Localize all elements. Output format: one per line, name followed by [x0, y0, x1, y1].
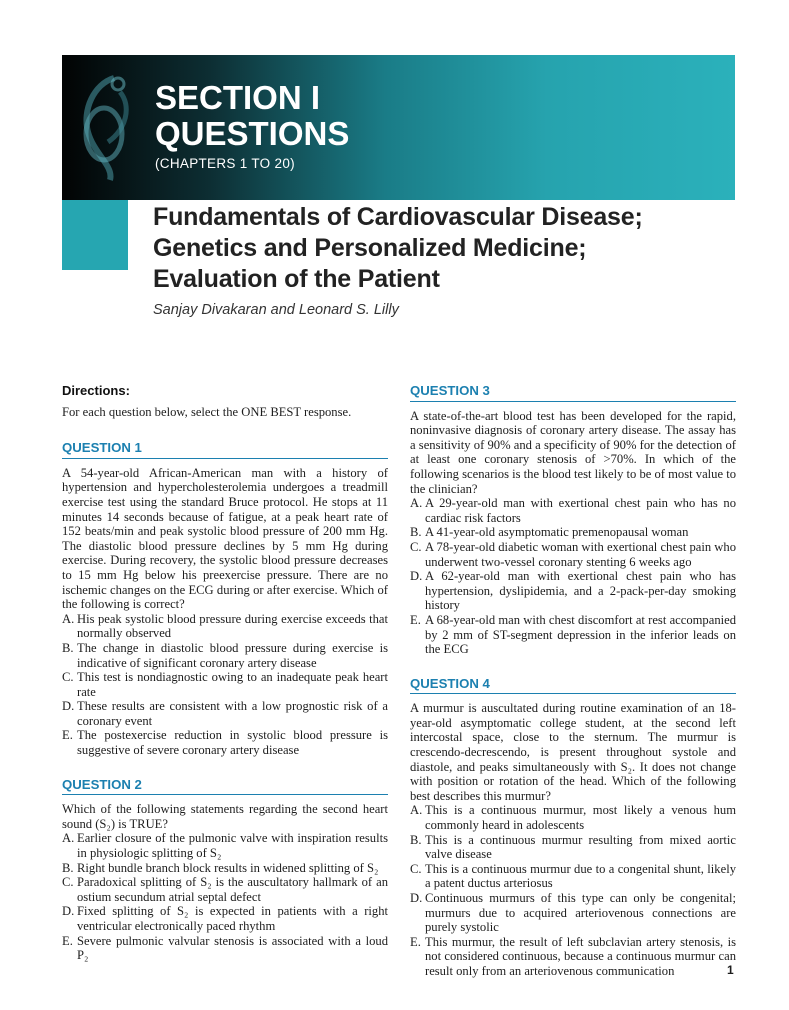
chapter-title-line-3: Evaluation of the Patient	[153, 265, 440, 293]
option-text: Earlier closure of the pulmonic valve with inspiration results in physiologic splitting of S₂	[77, 831, 388, 861]
section-line-1: SECTION I	[155, 79, 321, 116]
question-block-2	[62, 778, 388, 963]
option-letter: C.	[410, 861, 422, 876]
option-letter: D.	[410, 569, 423, 584]
answer-option	[410, 569, 736, 613]
option-letter: C.	[62, 670, 74, 685]
option-letter: E.	[410, 934, 421, 949]
option-text: A 68-year-old man with chest discomfort at rest accompanied by 2 mm of ST-segment depression in the inferior leads on the ECG	[425, 612, 736, 657]
answer-option	[410, 525, 736, 540]
option-text: The change in diastolic blood pressure during exercise is indicative of significant coronary artery disease	[77, 640, 388, 670]
option-letter: B.	[410, 832, 422, 847]
option-letter: C.	[410, 539, 422, 554]
option-text: Severe pulmonic valvular stenosis is associated with a loud P₂	[77, 933, 388, 963]
option-letter: B.	[62, 860, 74, 875]
option-letter: D.	[62, 699, 75, 714]
question-block-4	[410, 677, 736, 979]
page-number: 1	[727, 963, 734, 977]
option-text: This test is nondiagnostic owing to an inadequate peak heart rate	[77, 670, 388, 699]
question-block-3	[410, 384, 736, 657]
option-letter: E.	[410, 612, 421, 627]
question-block-1	[62, 441, 388, 757]
banner-accent-block	[62, 200, 128, 270]
answer-option	[62, 699, 388, 728]
answer-option	[62, 728, 388, 757]
chapter-title	[153, 202, 753, 295]
question-heading: QUESTION 2	[62, 778, 388, 796]
question-stem: A state-of-the-art blood test has been developed for the rapid, noninvasive diagnosis of coronary artery disease. The assay has a sensitivity of 90% and a specificity of 90% for the detection of at least one coronary stenosis of >70%. In which of the following scenarios is the blood test likely to be of most value to the clinician?	[410, 408, 736, 496]
answer-option	[410, 891, 736, 935]
option-letter: B.	[62, 640, 74, 655]
answer-options	[410, 803, 736, 978]
answer-option	[62, 612, 388, 641]
answer-option	[410, 613, 736, 657]
chapter-title-line-2: Genetics and Personalized Medicine;	[153, 234, 587, 262]
option-letter: E.	[62, 728, 73, 743]
option-text: Continuous murmurs of this type can only be congenital; murmurs due to acquired arteriovenous connections are purely systolic	[425, 891, 736, 935]
option-letter: C.	[62, 875, 74, 890]
option-text: The postexercise reduction in systolic blood pressure is suggestive of severe coronary artery disease	[77, 728, 388, 758]
option-letter: E.	[62, 933, 73, 948]
authors: Sanjay Divakaran and Leonard S. Lilly	[153, 302, 399, 318]
option-letter: D.	[62, 904, 75, 919]
option-letter: B.	[410, 525, 422, 540]
answer-option	[62, 861, 388, 876]
option-text: This is a continuous murmur due to a congenital shunt, likely a patent ductus arteriosus	[425, 861, 736, 891]
answer-options	[62, 612, 388, 758]
option-letter: D.	[410, 891, 423, 905]
option-letter: A.	[62, 831, 75, 846]
answer-option	[62, 641, 388, 670]
directions-text: For each question below, select the ONE BEST response.	[62, 404, 352, 419]
option-text: A 29-year-old man with exertional chest pain who has no cardiac risk factors	[425, 496, 736, 525]
answer-option	[62, 670, 388, 699]
option-letter: A.	[410, 496, 423, 511]
answer-option	[62, 875, 388, 904]
option-text: Right bundle branch block results in widened splitting of S₂	[77, 860, 379, 875]
option-text: Paradoxical splitting of S₂ is the auscultatory hallmark of an ostium secundum atrial septal defect	[77, 875, 388, 904]
section-line-2: QUESTIONS	[155, 115, 350, 152]
option-letter: A.	[62, 611, 75, 626]
directions-heading: Directions:	[62, 383, 130, 398]
option-text: This is a continuous murmur, most likely a venous hum commonly heard in adolescents	[425, 803, 736, 833]
answer-option	[410, 862, 736, 891]
question-stem: A 54-year-old African-American man with a history of hypertension and hypercholesterolemia undergoes a treadmill exercise test using the standard Bruce protocol. He stops at 11 minutes 14 seconds because of fatigue, at a peak heart rate of 152 beats/min and peak systolic blood pressure of 200 mm Hg. The diastolic blood pressure declines by 5 mm Hg during exercise. During recovery, the systolic blood pressure decreases to 15 mm Hg below his preexercise pressure. There are no ischemic changes on the ECG during or after exercise. Which of the following is correct?	[62, 465, 388, 612]
answer-options	[410, 496, 736, 657]
option-text: Fixed splitting of S₂ is expected in patients with a right ventricular electronically paced rhythm	[77, 904, 388, 933]
option-text: A 62-year-old man with exertional chest pain who has hypertension, dyslipidemia, and a 2-pack-per-day smoking history	[425, 569, 736, 613]
answer-option	[62, 831, 388, 860]
answer-option	[62, 934, 388, 963]
answer-options	[62, 831, 388, 962]
answer-option	[410, 833, 736, 862]
right-column	[410, 384, 736, 999]
chapter-title-line-1: Fundamentals of Cardiovascular Disease;	[153, 203, 643, 231]
question-heading: QUESTION 3	[410, 384, 736, 402]
option-text: This is a continuous murmur resulting from mixed aortic valve disease	[425, 832, 736, 862]
question-heading: QUESTION 4	[410, 677, 736, 695]
left-column	[62, 384, 388, 983]
option-text: These results are consistent with a low prognostic risk of a coronary event	[77, 699, 388, 728]
answer-option	[410, 935, 736, 979]
chapters-range: (CHAPTERS 1 TO 20)	[155, 156, 295, 171]
option-text: His peak systolic blood pressure during exercise exceeds that normally observed	[77, 611, 388, 641]
answer-option	[410, 803, 736, 832]
question-heading: QUESTION 1	[62, 441, 388, 459]
option-letter: A.	[410, 803, 423, 818]
answer-option	[62, 904, 388, 933]
option-text: A 78-year-old diabetic woman with exertional chest pain who underwent two-vessel coronary stenting 6 weeks ago	[425, 539, 736, 569]
question-stem: A murmur is auscultated during routine examination of an 18-year-old asymptomatic college student, at the second left intercostal space, close to the sternum. The murmur is crescendo-decrescendo, is present throughout systole and diastole, and peaks simultaneously with S₂. It does not change with position or rotation of the head. Which of the following best describes this murmur?	[410, 701, 736, 803]
option-text: A 41-year-old asymptomatic premenopausal woman	[425, 525, 689, 540]
section-title	[155, 80, 349, 152]
answer-option	[410, 496, 736, 525]
question-stem: Which of the following statements regarding the second heart sound (S₂) is TRUE?	[62, 802, 388, 831]
answer-option	[410, 540, 736, 569]
option-text: This murmur, the result of left subclavian artery stenosis, is not considered continuous, because a continuous murmur can result only from an arteriovenous communication	[425, 934, 736, 978]
section-emblem-icon	[74, 70, 140, 185]
